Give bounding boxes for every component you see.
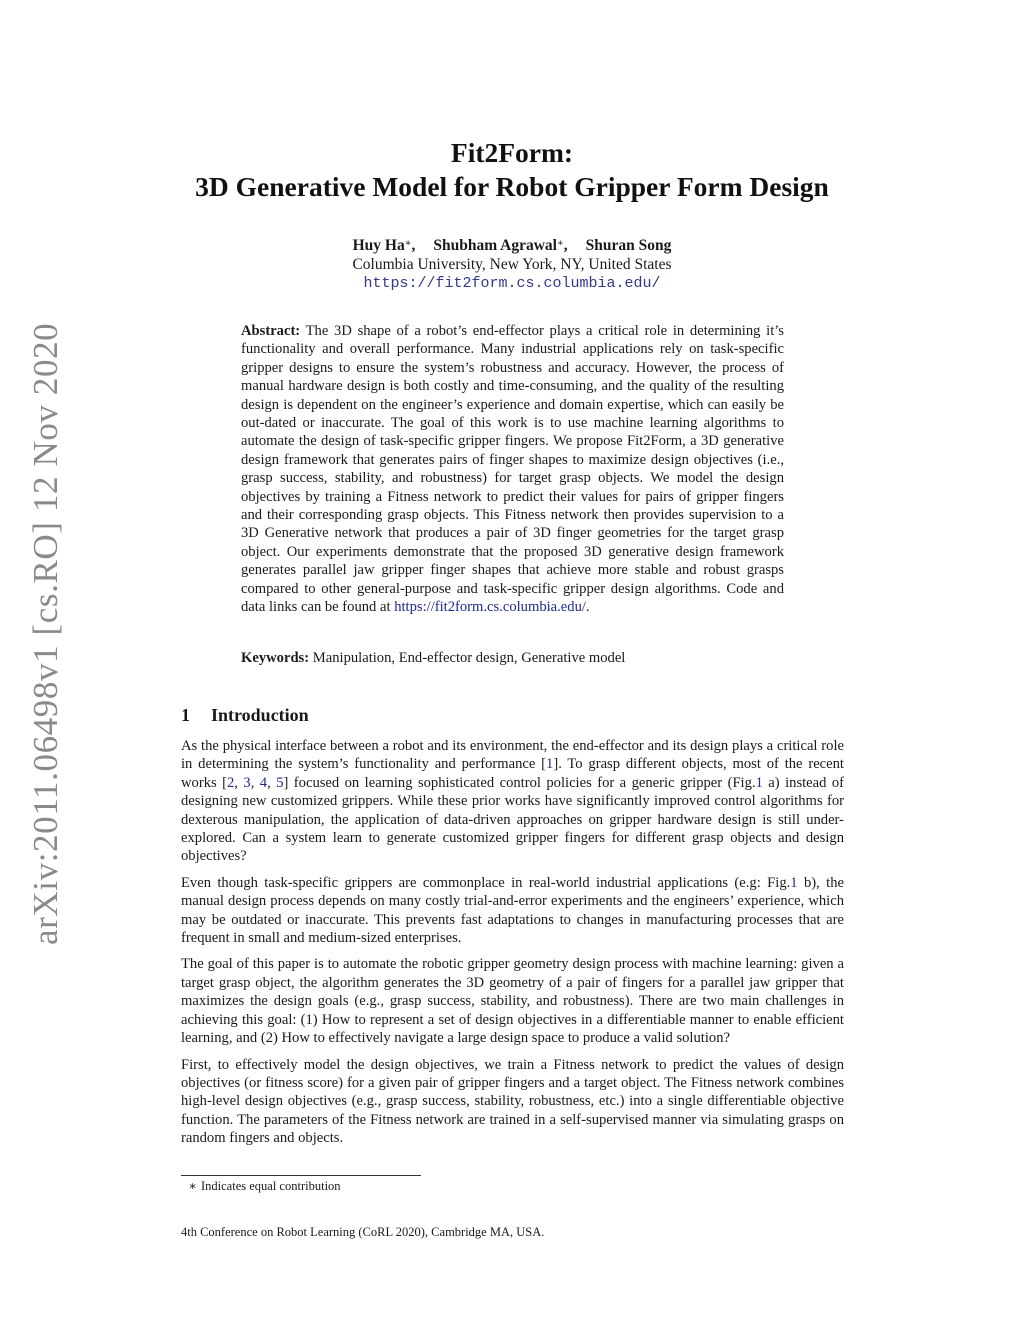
- author-name: Shuran Song: [585, 237, 672, 254]
- paragraph: Even though task-specific grippers are commonplace in real-world industrial applications (e.g: Fig.1 b), the manual design process depends on many costly trial-and-error experiments and the engineers’ experience, which may be outdated or inaccurate. This prevents fast adaptations to changes in manufacturing processes that are frequent in small and medium-sized enterprises.: [181, 874, 844, 947]
- author-list: Huy Ha∗, Shubham Agrawal∗, Shuran Song: [352, 237, 672, 254]
- paragraph: The goal of this paper is to automate the robotic gripper geometry design process with machine learning: given a target grasp object, the algorithm generates the 3D geometry of a pair of fingers for a parallel jaw gripper that maximizes the design goals (e.g., grasp success, stability, and robustness). There are two main challenges in achieving this goal: (1) How to represent a set of design objectives in a differentiable manner to enable efficient learning, and (2) How to effectively navigate a large design space to produce a valid solution?: [181, 956, 844, 1047]
- arxiv-identifier: arXiv:2011.06498v1 [cs.RO] 12 Nov 2020: [26, 322, 65, 945]
- paragraph: First, to effectively model the design objectives, we train a Fitness network to predict the values of design objectives (or fitness score) for a given pair of gripper fingers and a target object. The Fitness network combines high-level design objectives (e.g., grasp success, stability, robustness, etc.) into a single differentiable objective function. The parameters of the Fitness network are trained in a self-supervised manner via simulating grasps on random fingers and objects.: [181, 1056, 844, 1147]
- title-line-1: Fit2Form:: [450, 137, 574, 168]
- paper-title: [0, 136, 1024, 204]
- figure-ref-link[interactable]: 1: [790, 874, 798, 891]
- section-number: 1: [181, 705, 190, 725]
- abstract-text: The 3D shape of a robot’s end-effector plays a critical role in determining it’s functionality and overall performance. Many industrial applications rely on task-specific gripper designs to ensure the system’s robustness and accuracy. However, the process of manual hardware design is both costly and time-consuming, and the quality of the resulting design is dependent on the engineer’s experience and domain expertise, which can easily be out-dated or inaccurate. The goal of this work is to use machine learning algorithms to automate the design of task-specific gripper fingers. We propose Fit2Form, a 3D generative design framework that generates pairs of finger shapes to maximize design objectives (i.e., grasp success, stability, and robustness) for target grasp objects. We model the design objectives by training a Fitness network to predict their values for pairs of gripper fingers and their corresponding grasp objects. This Fitness network then provides supervision to a 3D Generative network that produces a pair of 3D finger geometries for the target grasp object. Our experiments demonstrate that the proposed 3D generative design framework generates parallel jaw gripper finger shapes that achieve more stable and robust grasps compared to other general-purpose and task-specific gripper design algorithms. Code and data links can be found at: [241, 323, 784, 616]
- equal-contribution-mark: ∗: [404, 238, 412, 249]
- keywords-text: Manipulation, End-effector design, Generative model: [312, 650, 626, 666]
- author-name: Shubham Agrawal: [433, 237, 557, 254]
- citation-link[interactable]: 1: [546, 756, 554, 773]
- abstract-project-link[interactable]: https://fit2form.cs.columbia.edu/: [394, 599, 586, 616]
- affiliation: Columbia University, New York, NY, United States: [352, 256, 672, 273]
- figure-ref-link[interactable]: 1: [755, 774, 763, 791]
- citation-link[interactable]: 4: [259, 774, 268, 791]
- footnote: [181, 1178, 341, 1194]
- title-line-2: 3D Generative Model for Robot Gripper Form Design: [195, 171, 829, 202]
- author-block: [0, 236, 1024, 293]
- citation-link[interactable]: 3: [243, 774, 251, 791]
- keywords: [241, 649, 784, 667]
- project-url-link[interactable]: https://fit2form.cs.columbia.edu/: [363, 275, 661, 292]
- citation-link[interactable]: 5: [276, 774, 284, 791]
- abstract-label: Abstract:: [241, 323, 301, 339]
- abstract: Abstract: The 3D shape of a robot’s end-effector plays a critical role in determining it’s functionality and overall performance. Many industrial applications rely on task-specific gripper designs to ensure the system’s robustness and accuracy. However, the process of manual hardware design is both costly and time-consuming, and the quality of the resulting design is dependent on the engineer’s experience and domain expertise, which can easily be out-dated or inaccurate. The goal of this work is to use machine learning algorithms to automate the design of task-specific gripper fingers. We propose Fit2Form, a 3D generative design framework that generates pairs of finger shapes to maximize design objectives (i.e., grasp success, stability, and robustness) for target grasp objects. We model the design objectives by training a Fitness network to predict their values for pairs of gripper fingers and their corresponding grasp objects. This Fitness network then provides supervision to a 3D Generative network that produces a pair of 3D finger geometries for the target grasp object. Our experiments demonstrate that the proposed 3D generative design framework generates parallel jaw gripper finger shapes that achieve more stable and robust grasps compared to other general-purpose and task-specific gripper design algorithms. Code and data links can be found at https://fit2form.cs.columbia.edu/.: [241, 323, 784, 616]
- author-name: Huy Ha: [352, 237, 405, 254]
- section-title: Introduction: [211, 705, 309, 725]
- keywords-label: Keywords:: [241, 650, 310, 666]
- paragraph: As the physical interface between a robot and its environment, the end-effector and its design plays a critical role in determining the system’s functionality and performance [1]. To grasp different objects, most of the recent works [2, 3, 4, 5] focused on learning sophisticated control policies for a generic gripper (Fig.1 a) instead of designing new customized grippers. While these prior works have significantly improved control algorithms for dexterous manipulation, the application of data-driven approaches on gripper hardware design is still under-explored. Can a system learn to generate customized gripper fingers for different grasp objects and design objectives?: [181, 738, 845, 865]
- footnote-text: Indicates equal contribution: [201, 1179, 341, 1193]
- equal-contribution-mark: ∗: [556, 238, 564, 249]
- introduction-body: [181, 737, 844, 1156]
- venue-note: 4th Conference on Robot Learning (CoRL 2020), Cambridge MA, USA.: [181, 1225, 545, 1239]
- footnote-mark: ∗: [188, 1179, 197, 1193]
- section-heading: [181, 705, 309, 726]
- citation-link[interactable]: 2: [226, 774, 235, 791]
- footnote-divider: [181, 1175, 421, 1176]
